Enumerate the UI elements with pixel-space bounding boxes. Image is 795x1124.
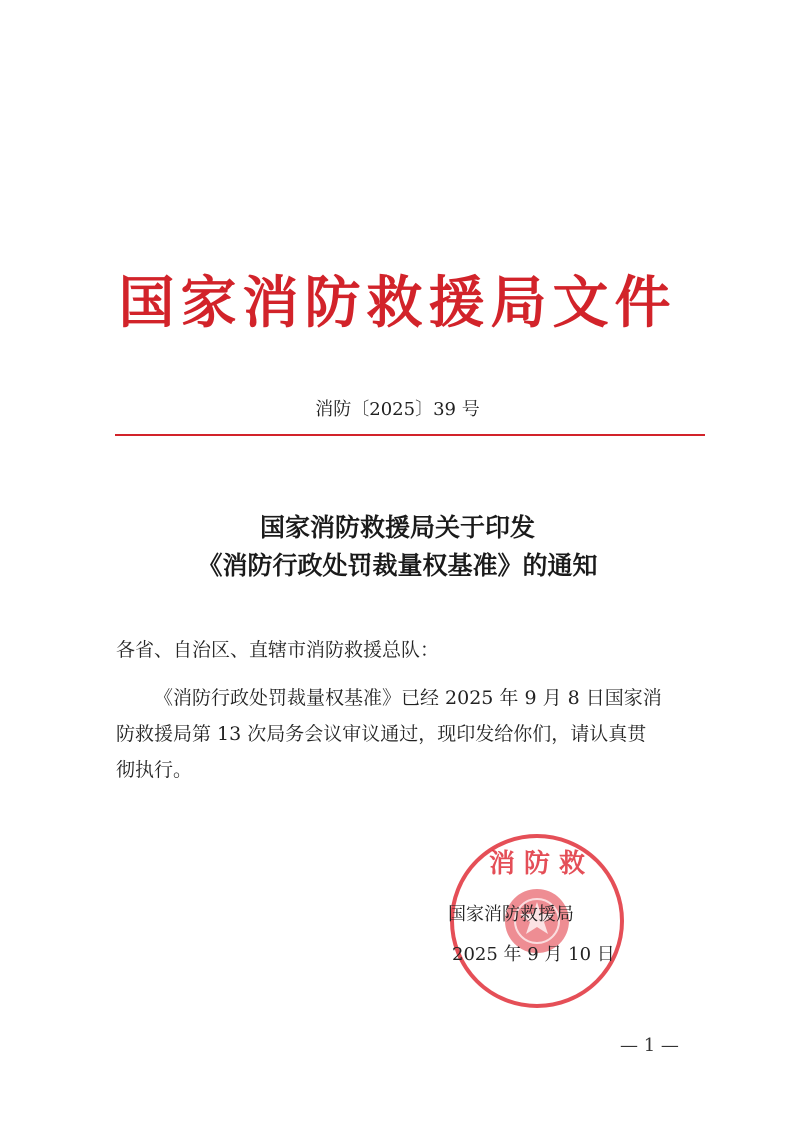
signature-organization: 国家消防救援局 <box>448 904 574 925</box>
header-divider <box>115 434 705 436</box>
paragraph-line-1: 《消防行政处罚裁量权基准》已经 2025 年 9 月 8 日国家消 <box>154 687 662 709</box>
document-number: 消防〔2025〕39 号 <box>315 399 480 420</box>
document-header-title: 国家消防救援局文件 <box>118 270 677 336</box>
page-number: — 1 — <box>620 1035 679 1056</box>
seal-text: 消 防 救 <box>488 849 586 879</box>
notice-title-line-2: 《消防行政处罚裁量权基准》的通知 <box>197 551 598 580</box>
paragraph-line-2: 防救援局第 13 次局务会议审议通过，现印发给你们，请认真贯 <box>116 723 647 745</box>
paragraph-line-3: 彻执行。 <box>116 759 193 781</box>
notice-title-line-1: 国家消防救援局关于印发 <box>259 513 535 542</box>
notice-paragraph <box>116 680 711 788</box>
salutation: 各省、自治区、直辖市消防救援总队： <box>116 639 440 661</box>
signature-date: 2025 年 9 月 10 日 <box>452 944 615 965</box>
